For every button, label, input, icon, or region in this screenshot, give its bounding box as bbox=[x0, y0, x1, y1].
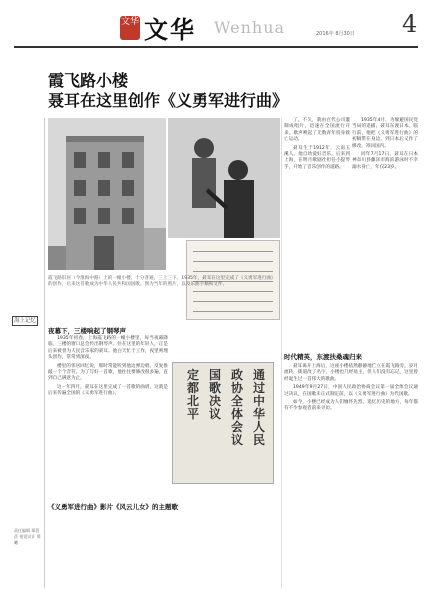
column-tag-label: 海上记忆 bbox=[14, 318, 37, 324]
paragraph: 这一年四月，聂耳在这里完成了一首歌的曲谱，这就是后来传遍全国的《义勇军进行曲》。 bbox=[48, 384, 168, 397]
portrait-photo bbox=[168, 118, 280, 238]
paragraph: 聂耳生于1912年，云南玉溪人。他自幼爱好音乐，后来到上海，在明月歌剧社担任小提琴手，开始了音乐创作的道路。 bbox=[284, 145, 350, 170]
masthead-rule bbox=[14, 46, 418, 48]
paragraph: 1935年初春，上海霞飞路的一幢小楼里，每当夜幕降临，三楼的窗口总会传出钢琴声。住在这里的年轻人，正是后来被誉为人民音乐家的聂耳。他白天忙于工作，夜里则埋头创作，常常到深夜。 bbox=[48, 336, 168, 361]
paragraph: 如今，小楼已经成为人们缅怀先烈、追忆历史的地方，每年都有不少参观者前来寻访。 bbox=[284, 400, 418, 412]
paragraph: 聂耳离开上海后，这座小楼依然静静地伫立在霞飞路旁。岁月流转，街道改了名字，小楼也几经易主，但人们没有忘记，这里曾经诞生过一首伟大的歌曲。 bbox=[284, 364, 418, 382]
article-column-right-2 bbox=[352, 118, 418, 173]
page-number: 4 bbox=[402, 10, 418, 38]
column-divider bbox=[44, 118, 45, 588]
article-column-right-bottom bbox=[284, 364, 418, 415]
subheading: 时代精英，东渡扶桑魂归来 bbox=[284, 353, 362, 361]
resolution-document-image bbox=[172, 362, 274, 484]
photo-caption: 霞飞路旧居（今淮海中路）上的一幢小楼，十分普通，三上三下。1935年，聂耳在这里完成了《义勇军进行曲》的创作，后来这首歌成为中华人民共和国国歌。图为当年的照片，以及乐曲手稿和文件。 bbox=[48, 276, 276, 288]
headline-line-2: 聂耳在这里创作《义勇军进行曲》 bbox=[48, 91, 289, 110]
article-column-right-1 bbox=[284, 118, 350, 173]
editor-credits: 责任编辑 郑蓓蓓 视觉设计 郑 曦 bbox=[14, 528, 41, 545]
paragraph: 同年7月17日，聂耳在日本神奈川县藤泽市海滨游泳时不幸溺水身亡，年仅23岁。 bbox=[352, 152, 418, 170]
subheading: 《义勇军进行曲》影片《风云儿女》的主题歌 bbox=[48, 503, 178, 511]
document-column: 定都北平 bbox=[187, 368, 200, 421]
document-column: 政协全体会议 bbox=[231, 368, 244, 447]
column-divider bbox=[281, 118, 282, 588]
document-column: 通过中华人民 bbox=[253, 368, 266, 447]
paragraph: 了。不久，就由百代公司灌制成唱片，迅速在全国流行开来。歌声唤起了无数青年投身救亡运动。 bbox=[284, 118, 350, 143]
paragraph: 楼里的邻居回忆说，那时常能听到他边弹边唱，反复推敲一个个音符。为了写好一首歌，他往往要修改很多遍，直到自己满意为止。 bbox=[48, 363, 168, 382]
issue-date: 2016年 8月30日 bbox=[316, 31, 355, 37]
document-column: 国歌决议 bbox=[209, 368, 222, 421]
building-illustration bbox=[48, 118, 166, 270]
masthead bbox=[120, 8, 420, 48]
section-seal: 文华 bbox=[120, 16, 140, 40]
subheading: 夜幕下，三楼响起了钢琴声 bbox=[48, 327, 126, 335]
section-title-pinyin: Wenhua bbox=[214, 18, 286, 37]
column-tag bbox=[12, 316, 40, 326]
building-photo bbox=[48, 118, 166, 270]
portrait-illustration bbox=[168, 118, 280, 238]
headline-line-1: 霞飞路小楼 bbox=[48, 71, 129, 90]
paragraph: 1949年9月27日，中国人民政治协商会议第一届全体会议通过决议，在国歌未正式制定前，以《义勇军进行曲》为代国歌。 bbox=[284, 385, 418, 397]
section-title: 文华 bbox=[144, 15, 196, 44]
article-column-left bbox=[48, 336, 168, 400]
paragraph: 1935年4月，为躲避国民党当局的追捕，聂耳东渡日本。临行前，他把《义勇军进行曲》的初稿带在身边，到日本后又作了修改，寄回国内。 bbox=[352, 118, 418, 149]
